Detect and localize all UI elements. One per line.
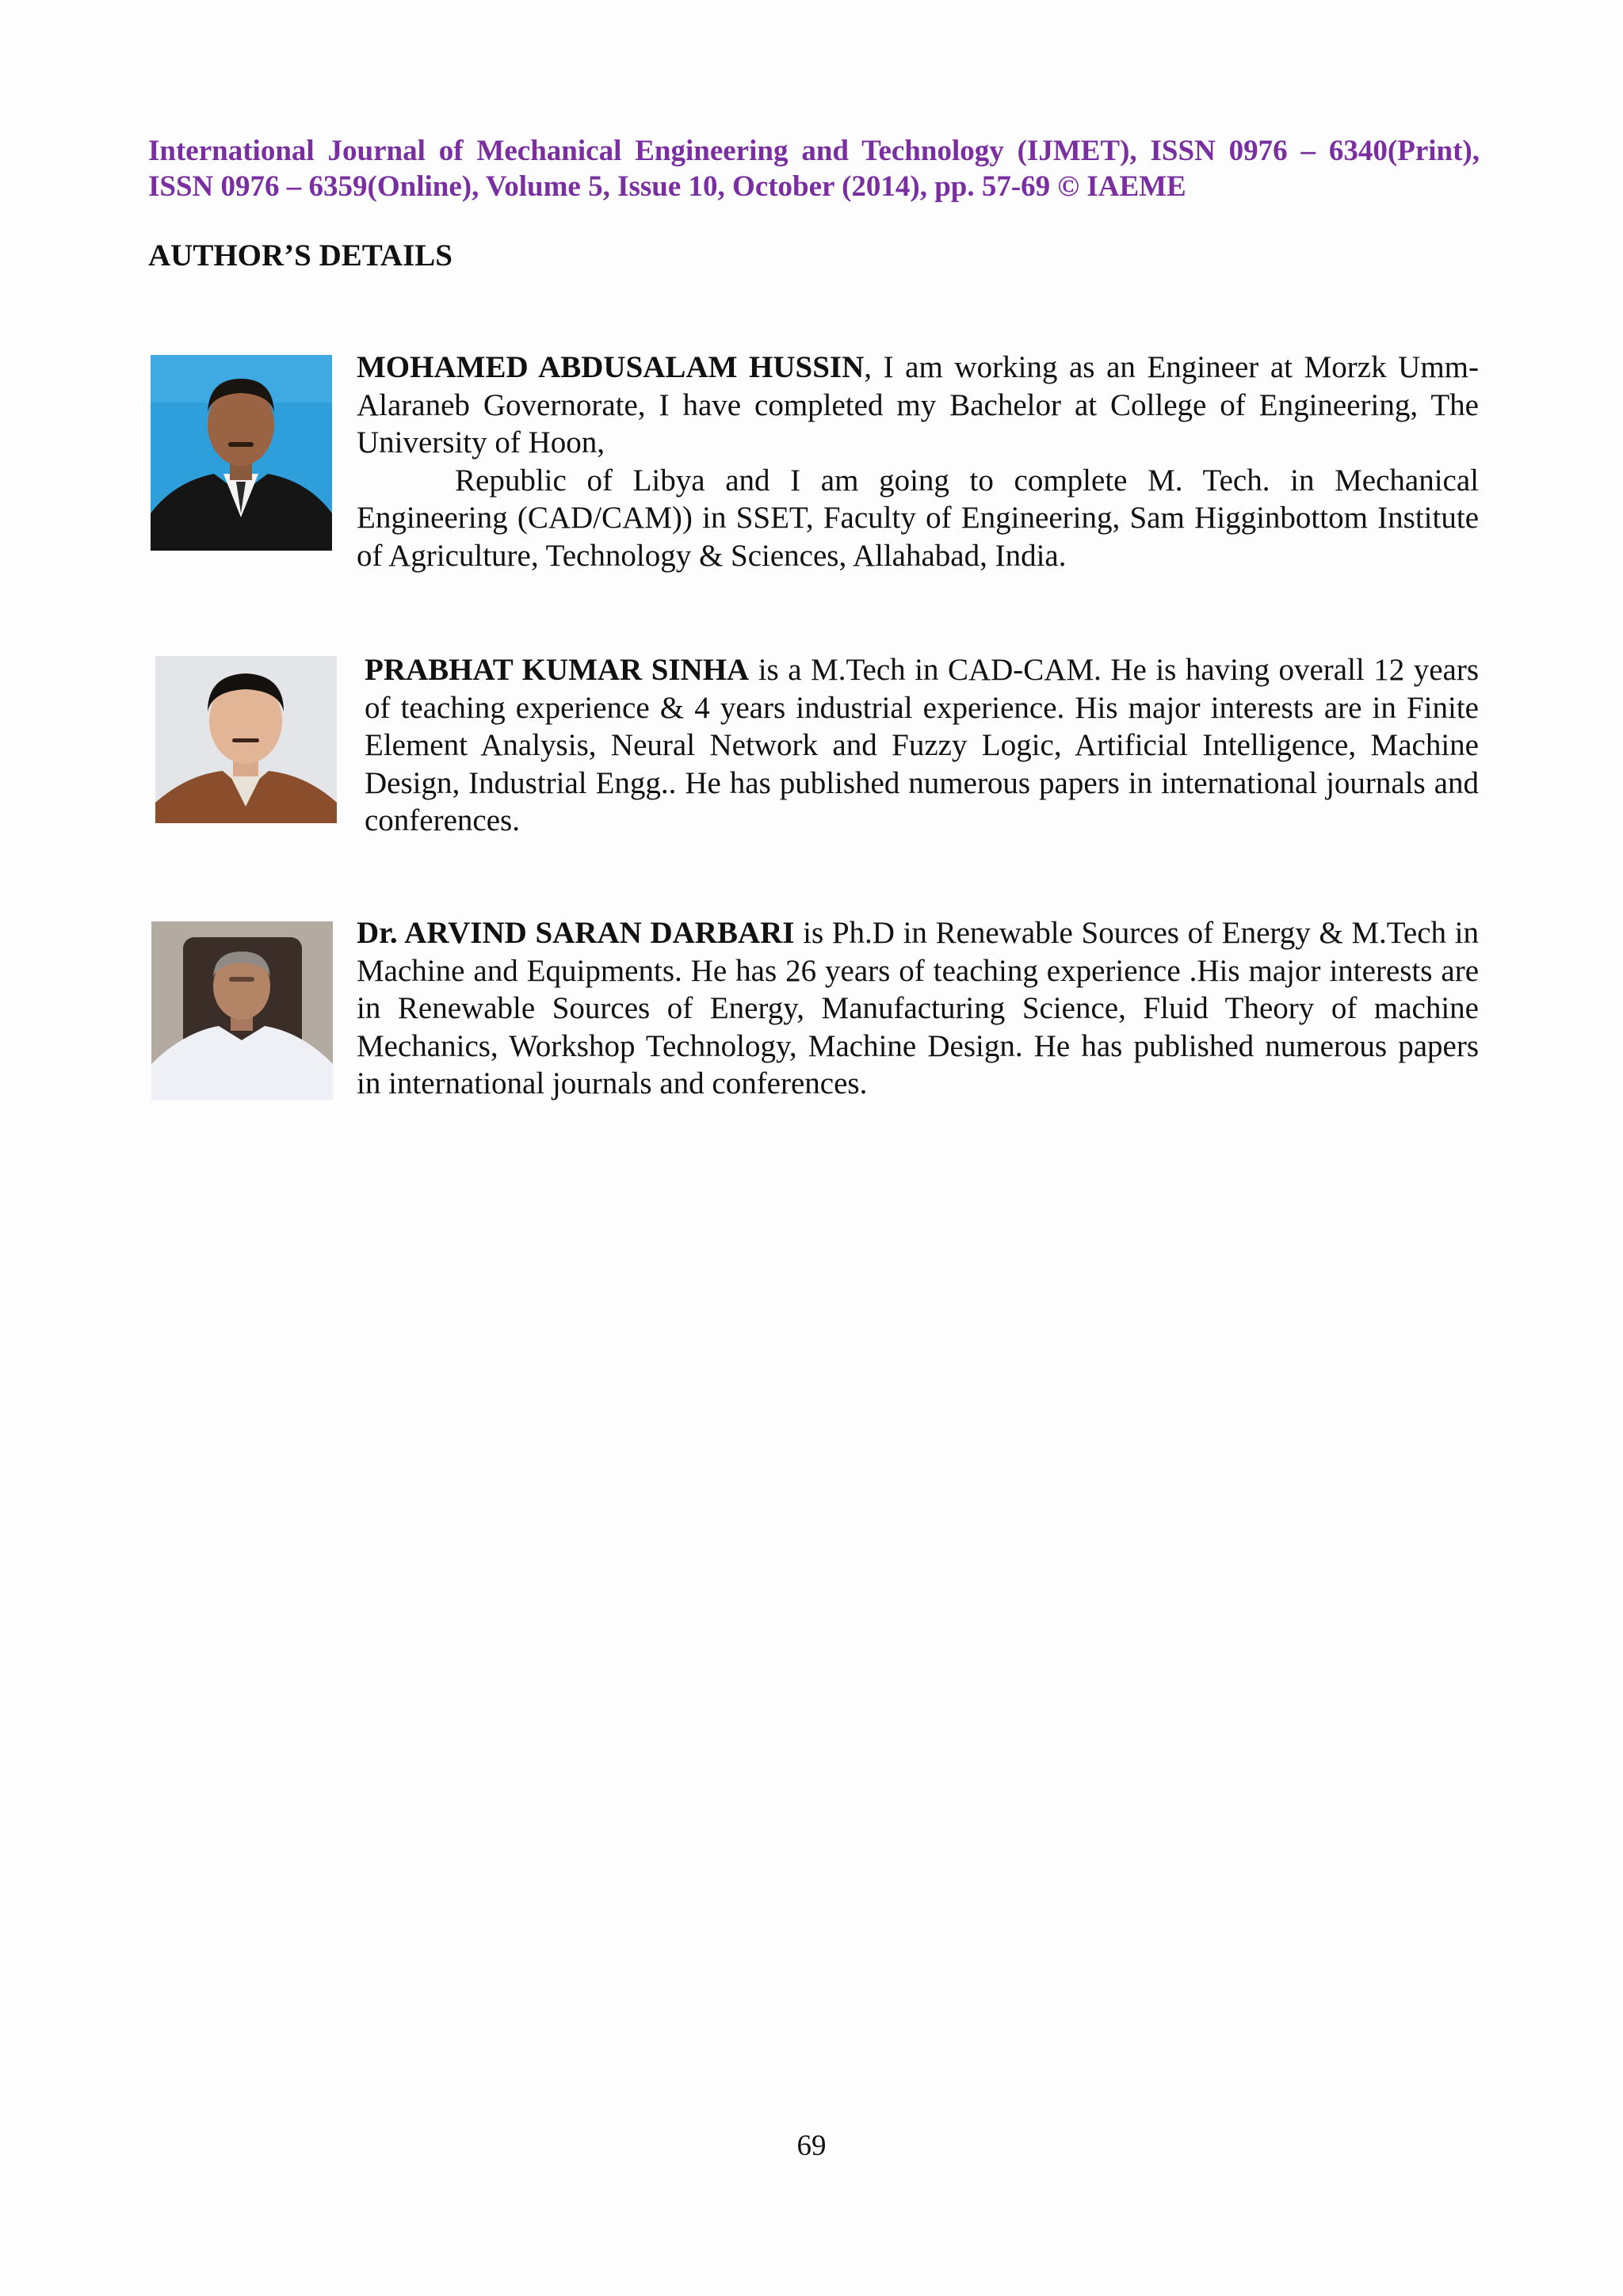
page-number: 69 xyxy=(796,2130,827,2162)
journal-header xyxy=(148,133,1480,204)
author-name-2: PRABHAT KUMAR SINHA xyxy=(365,653,750,687)
author-photo-3 xyxy=(151,921,333,1100)
author-bio-2 xyxy=(365,651,1479,840)
author-photo-1-portrait xyxy=(151,355,332,551)
author-photo-2 xyxy=(155,656,337,823)
author-bio-1-text-b: Republic of Libya and I am going to complete M. Tech. in Mechanical Engineering (CAD/CAM)) in SSET, Faculty of Engineering, Sam Higginbottom Institute of Agriculture, Technology & Sciences, Allahabad, India. xyxy=(357,463,1479,573)
author-bio-1 xyxy=(357,349,1479,574)
journal-header-line-2: ISSN 0976 – 6359(Online), Volume 5, Issue 10, October (2014), pp. 57-69 © IAEME xyxy=(148,170,1186,203)
journal-header-line-1: International Journal of Mechanical Engineering and Technology (IJMET), ISSN 0976 – 6340(Print), xyxy=(148,135,1480,167)
author-bio-2-text: is a M.Tech in CAD-CAM. He is having overall 12 years of teaching experience & 4 years industrial experience. His major interests are in Finite Element Analysis, Neural Network and Fuzzy Logic, Artificial Intelligence, Machine Design, Industrial Engg.. He has published numerous papers in international journals and conferences. xyxy=(365,653,1480,837)
section-heading: AUTHOR’S DETAILS xyxy=(148,238,453,273)
author-photo-2-portrait xyxy=(155,656,337,823)
author-name-3: Dr. ARVIND SARAN DARBARI xyxy=(357,916,795,950)
author-bio-3 xyxy=(357,914,1479,1103)
author-name-1: MOHAMED ABDUSALAM HUSSIN xyxy=(357,350,865,384)
author-bio-1-text-a: , I am working as an Engineer at Morzk Umm-Alaraneb Governorate, I have completed my Bachelor at College of Engineering, The University of Hoon, xyxy=(357,350,1479,460)
author-bio-3-text: is Ph.D in Renewable Sources of Energy & M.Tech in Machine and Equipments. He has 26 years of teaching experience .His major interests are in Renewable Sources of Energy, Manufacturing Science, Fluid Theory of machine Mechanics, Workshop Technology, Machine Design. He has published numerous papers in international journals and conferences. xyxy=(357,916,1480,1100)
author-photo-1 xyxy=(151,355,332,551)
author-photo-3-portrait xyxy=(151,921,333,1100)
